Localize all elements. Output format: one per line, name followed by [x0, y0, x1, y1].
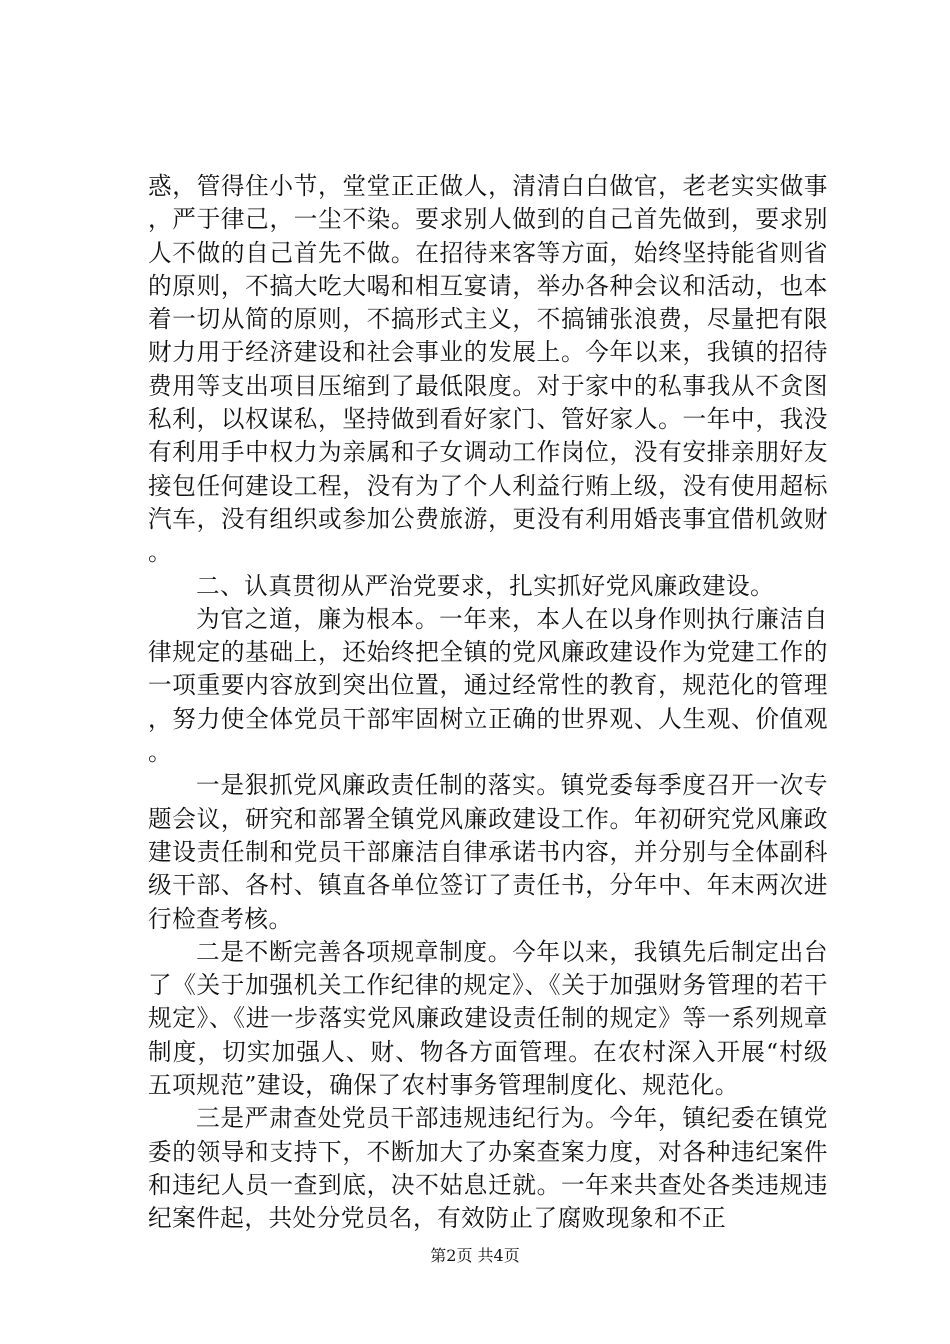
paragraph: 三是严肃查处党员干部违规违纪行为。今年，镇纪委在镇党委的领导和支持下，不断加大了办案查案力度，对各种违纪案件和违纪人员一查到底，决不姑息迁就。一年来共查处各类违规违纪案件起，共处分党员名，有效防止了腐败现象和不正 — [148, 1104, 828, 1233]
paragraph: 二是不断完善各项规章制度。今年以来，我镇先后制定出台了《关于加强机关工作纪律的规定》、《关于加强财务管理的若干规定》、《进一步落实党风廉政建设责任制的规定》等一系列规章制度，切实加强人、财、物各方面管理。在农村深入开展“村级五项规范”建设，确保了农村事务管理制度化、规范化。 — [148, 937, 828, 1100]
paragraph-continuation: 惑，管得住小节，堂堂正正做人，清清白白做官，老老实实做事，严于律己，一尘不染。要求别人做到的自己首先做到，要求别人不做的自己首先不做。在招待来客等方面，始终坚持能省则省的原则，不搞大吃大喝和相互宴请，举办各种会议和活动，也本着一切从简的原则，不搞形式主义，不搞铺张浪费，尽量把有限财力用于经济建设和社会事业的发展上。今年以来，我镇的招待费用等支出项目压缩到了最低限度。对于家中的私事我从不贪图私利，以权谋私，坚持做到看好家门、管好家人。一年中，我没有利用手中权力为亲属和子女调动工作岗位，没有安排亲朋好友接包任何建设工程，没有为了个人利益行贿上级，没有使用超标汽车，没有组织或参加公费旅游，更没有利用婚丧事宜借机敛财。 — [148, 172, 828, 567]
document-body — [148, 170, 828, 1236]
paragraph: 为官之道，廉为根本。一年来，本人在以身作则执行廉洁自律规定的基础上，还始终把全镇的党风廉政建设作为党建工作的一项重要内容放到突出位置，通过经常性的教育，规范化的管理，努力使全体党员干部牢固树立正确的世界观、人生观、价值观。 — [148, 604, 828, 767]
section-heading: 二、认真贯彻从严治党要求，扎实抓好党风廉政建设。 — [196, 571, 775, 600]
page-footer: 第2页 共4页 — [430, 1246, 520, 1265]
paragraph: 一是狠抓党风廉政责任制的落实。镇党委每季度召开一次专题会议，研究和部署全镇党风廉政建设工作。年初研究党风廉政建设责任制和党员干部廉洁自律承诺书内容，并分别与全体副科级干部、各村、镇直各单位签订了责任书，分年中、年末两次进行检查考核。 — [148, 771, 828, 933]
